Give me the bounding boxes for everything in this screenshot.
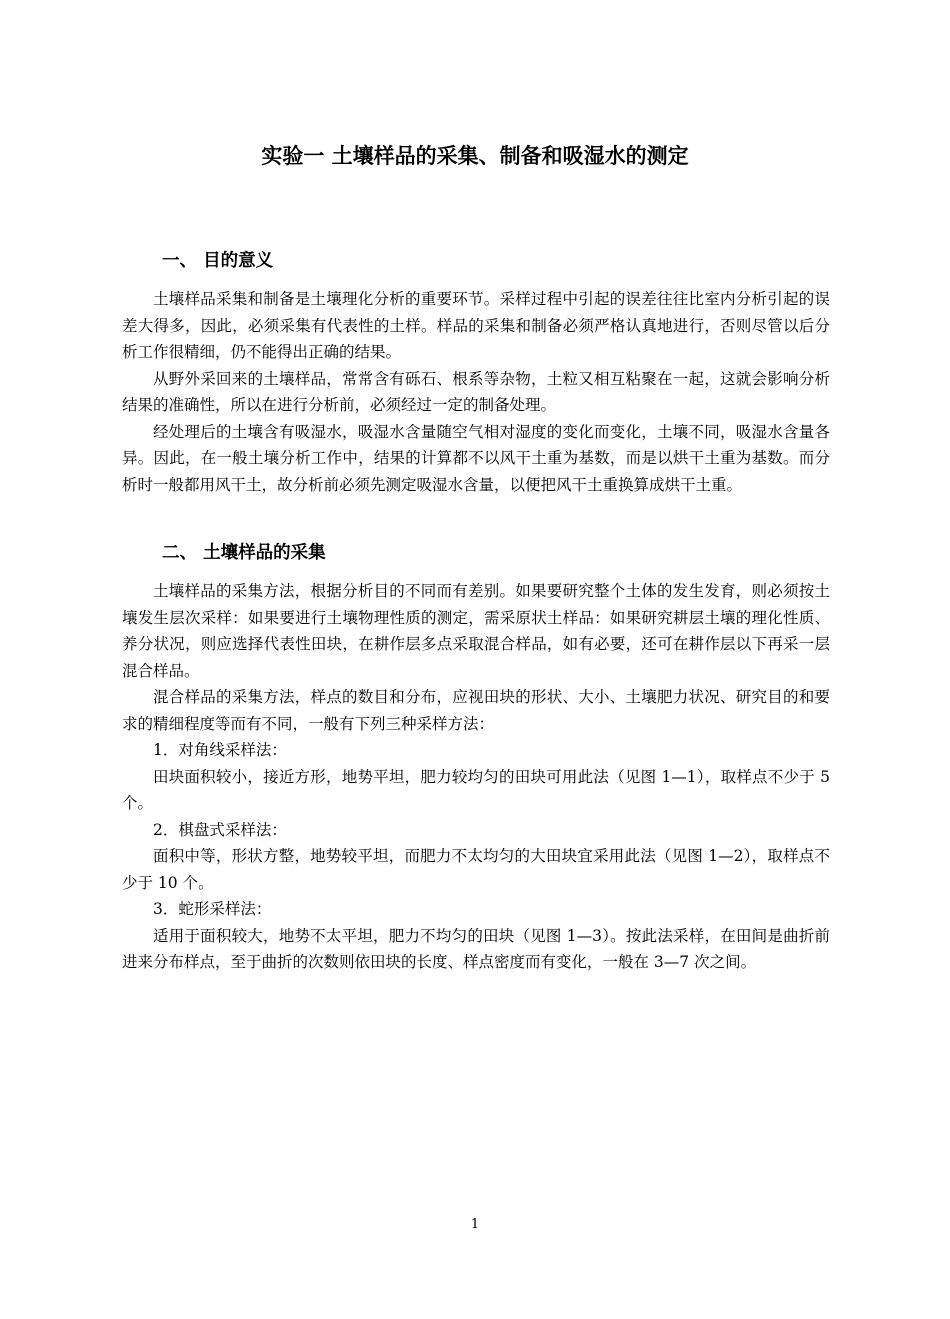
paragraph: 田块面积较小，接近方形，地势平坦，肥力较均匀的田块可用此法（见图 1—1），取样点不少于 5 个。	[122, 767, 830, 812]
paragraph: 适用于面积较大，地势不太平坦，肥力不均匀的田块（见图 1—3）。按此法采样，在田间是曲折前进来分布样点，至于曲折的次数则依田块的长度、样点密度而有变化，一般在 3—7 次之间。	[122, 926, 830, 971]
method-title: 2．棋盘式采样法：	[153, 820, 287, 839]
section-sampling	[122, 540, 830, 976]
section-purpose	[122, 248, 830, 498]
paragraph: 经处理后的土壤含有吸湿水，吸湿水含量随空气相对湿度的变化而变化，土壤不同，吸湿水含量各异。因此，在一般土壤分析工作中，结果的计算都不以风干土重为基数，而是以烘干土重为基数。而分析时一般都用风干土，故分析前必须先测定吸湿水含量，以便把风干土重换算成烘干土重。	[122, 422, 830, 494]
paragraph: 土壤样品采集和制备是土壤理化分析的重要环节。采样过程中引起的误差往往比室内分析引起的误差大得多，因此，必须采集有代表性的土样。样品的采集和制备必须严格认真地进行，否则尽管以后分析工作很精细，仍不能得出正确的结果。	[122, 290, 830, 361]
page-number: 1	[470, 1217, 480, 1232]
paragraph: 面积中等，形状方整，地势较平坦，而肥力不太均匀的大田块宜采用此法（见图 1—2），取样点不少于 10 个。	[122, 847, 830, 892]
paragraph: 从野外采回来的土壤样品，常常含有砾石、根系等杂物，土粒又相互粘聚在一起，这就会影响分析结果的准确性，所以在进行分析前，必须经过一定的制备处理。	[122, 369, 830, 414]
section-heading: 二、 土壤样品的采集	[162, 543, 326, 563]
method-title: 1．对角线采样法：	[153, 741, 287, 759]
paragraph: 混合样品的采集方法，样点的数目和分布，应视田块的形状、大小、土壤肥力状况、研究目的和要求的精细程度等而有不同，一般有下列三种采样方法：	[122, 688, 830, 733]
paragraph: 土壤样品的采集方法，根据分析目的不同而有差别。如果要研究整个土体的发生发育，则必须按土壤发生层次采样：如果要进行土壤物理性质的测定，需采原状土样品：如果研究耕层土壤的理化性质、养分状况，则应选择代表性田块，在耕作层多点采取混合样品，如有必要，还可在耕作层以下再采一层混合样品。	[122, 582, 830, 680]
section-heading: 一、 目的意义	[162, 251, 274, 271]
method-title: 3．蛇形采样法：	[153, 900, 272, 918]
page-title: 实验一 土壤样品的采集、制备和吸湿水的测定	[261, 144, 689, 168]
